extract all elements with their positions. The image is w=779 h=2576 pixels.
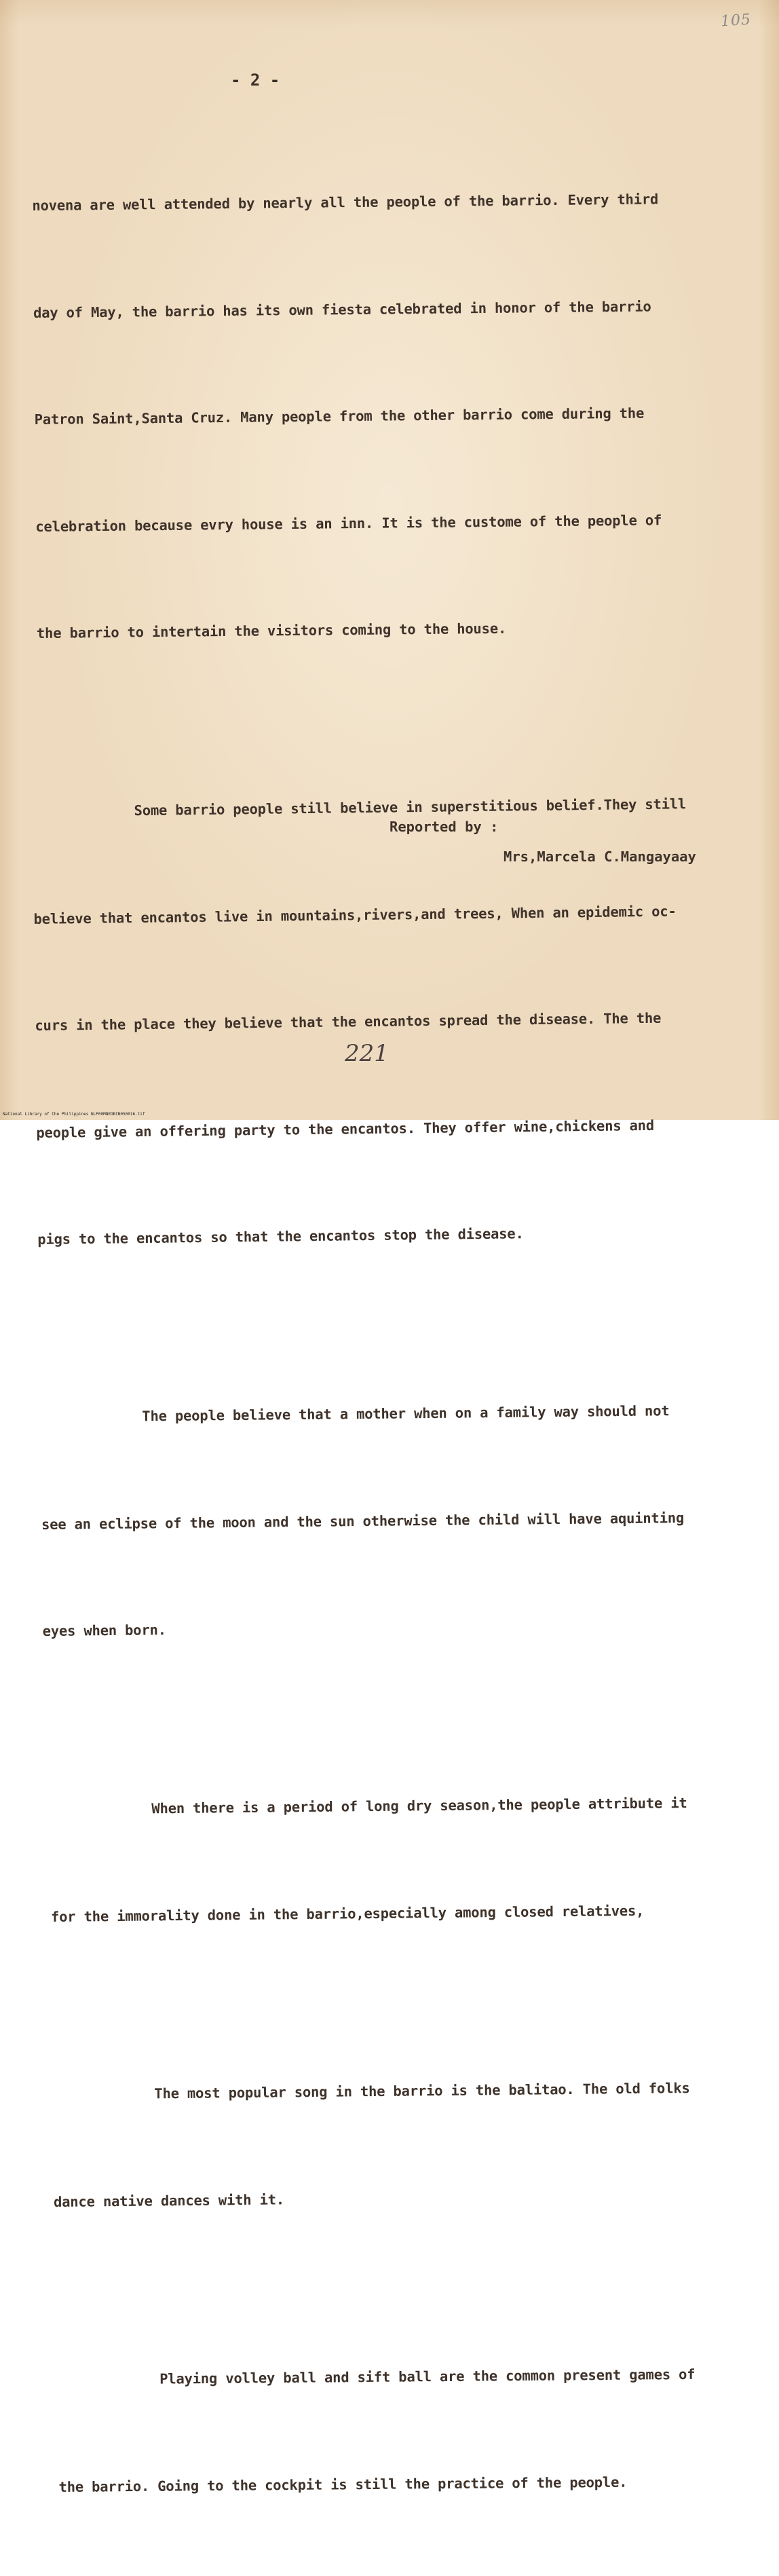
signature-block <box>390 812 696 872</box>
text-line: curs in the place they believe that the encantos spread the disease. The the <box>35 1009 662 1034</box>
text-line: novena are well attended by nearly all the people of the barrio. Every third <box>32 191 659 214</box>
text-line: Some barrio people still believe in superstitious belief.They still <box>134 795 687 819</box>
scan-footer: National Library of the Philippines NLP00MNEDBIB050016.tif <box>3 1112 145 1117</box>
text-line: the barrio. Going to the cockpit is still the practice of the people. <box>58 2473 628 2495</box>
text-line: Patron Saint,Santa Cruz. Many people from the other barrio come during the <box>34 405 645 428</box>
text-line: The people believe that a mother when on a family way should not <box>142 1402 670 1425</box>
reporter-name: Mrs,Marcela C.Mangayaay <box>504 848 696 865</box>
text-line: day of May, the barrio has its own fiesta celebrated in honor of the barrio <box>33 297 651 321</box>
text-line: for the immorality done in the barrio,especially among closed relatives, <box>50 1901 645 1924</box>
page-number: - 2 - <box>231 71 280 90</box>
text-line: eyes when born. <box>42 1622 166 1639</box>
text-line: The most popular song in the barrio is the balitao. The old folks <box>154 2079 690 2102</box>
paragraph-superstitions <box>31 714 738 1328</box>
text-line: Playing volley ball and sift ball are the common present games of <box>159 2366 696 2387</box>
text-line: dance native dances with it. <box>53 2190 285 2209</box>
text-line: believe that encantos live in mountains,rivers,and trees, When an epidemic oc- <box>33 902 677 927</box>
text-line: When there is a period of long dry season,the people attribute it <box>151 1794 687 1816</box>
paragraph-dry-season <box>49 1713 733 2005</box>
body-text <box>31 117 730 2576</box>
text-line: celebration because evry house is an inn. It is the custome of the people of <box>35 511 662 535</box>
reported-by-label: Reported by : <box>390 819 499 835</box>
text-line: see an eclipse of the moon and the sun otherwise the child will have aquinting <box>41 1509 685 1533</box>
paragraph-popular-song <box>52 1998 733 2290</box>
paragraph-games <box>57 2285 733 2576</box>
paragraph-novena-fiesta <box>31 109 736 722</box>
paragraph-eclipse-belief <box>39 1321 734 1720</box>
text-line: pigs to the encantos so that the encantos stop the disease. <box>37 1225 524 1248</box>
handwritten-page-number: 221 <box>345 1040 389 1067</box>
text-line: people give an offering party to the encantos. They offer wine,chickens and <box>36 1116 655 1140</box>
text-line: the barrio to intertain the visitors coming to the house. <box>36 620 507 641</box>
folio-number: 105 <box>720 11 752 31</box>
